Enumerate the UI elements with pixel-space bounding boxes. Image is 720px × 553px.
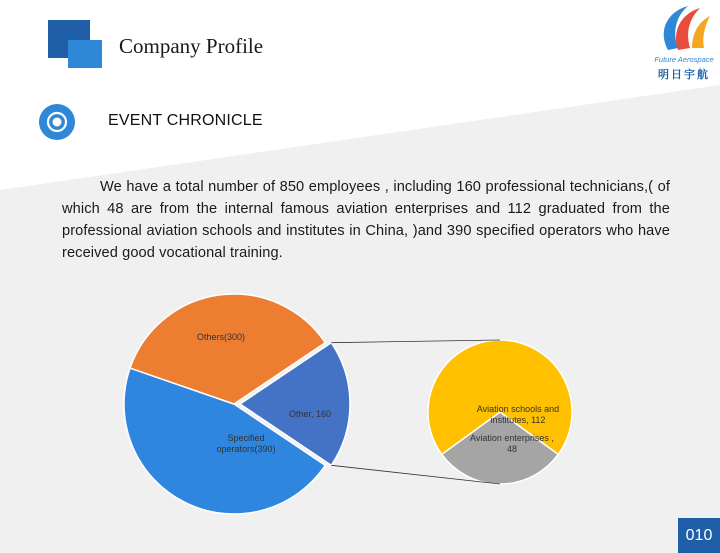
label-other: Other, 160: [288, 409, 332, 419]
section-heading: EVENT CHRONICLE: [108, 112, 263, 129]
connector-line-top: [331, 340, 500, 343]
label-aviation-schools: Aviation schools and institutes, 112: [476, 404, 560, 425]
brand-name-en: Future Aerospace: [654, 55, 714, 64]
page-number: 010: [678, 518, 720, 553]
brand-name-cn: 明日宇航: [658, 69, 710, 81]
body-paragraph: We have a total number of 850 employees , including 160 professional technicians,( of which 48 are from the internal famous aviation enterprises and 112 graduated from the professional aviation schools and institutes in China, )and 390 specified operators who have received good vocational training.: [62, 179, 670, 261]
label-specified-operators: Specified operators(390): [216, 433, 276, 454]
page-title: Company Profile: [119, 34, 264, 58]
label-aviation-enterprises: Aviation enterprises , 48: [470, 433, 554, 454]
label-others: Others(300): [197, 332, 246, 342]
